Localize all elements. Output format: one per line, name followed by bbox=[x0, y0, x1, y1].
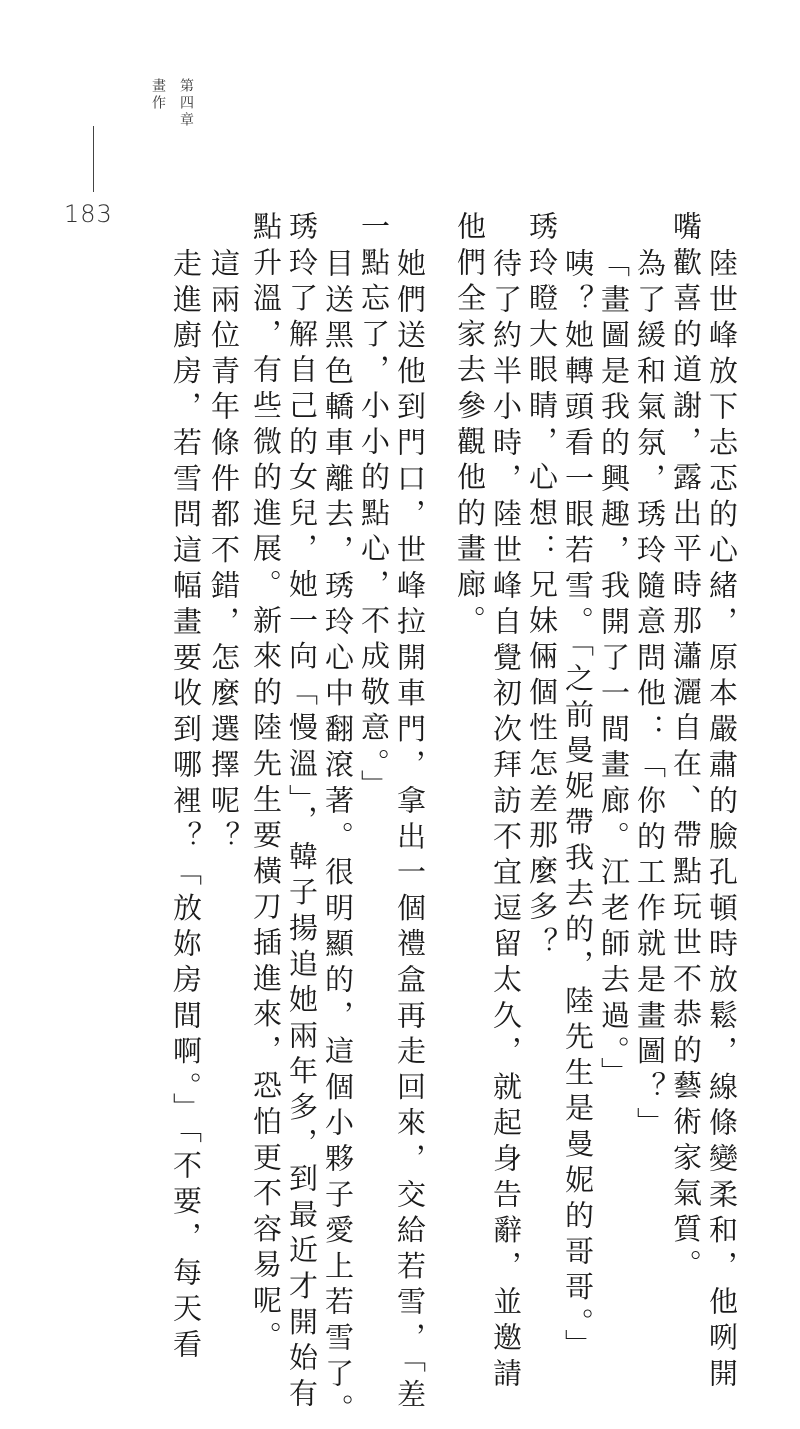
text-column-8: 他們全家去參觀他的畫廊。 bbox=[453, 211, 487, 641]
text-column-9: 她們送他到門口，世峰拉開車門，拿出一個禮盒再走回來，交給若雪，「差 bbox=[393, 248, 427, 1415]
text-column-13: 點升溫，有些微的進展。新來的陸先生要橫刀插進來，恐怕更不容易呢。 bbox=[249, 211, 283, 1357]
text-column-14: 這兩位青年條件都不錯，怎麼選擇呢？ bbox=[207, 248, 241, 857]
text-column-2: 嘴歡喜的道謝，露出平時那瀟灑自在、帶點玩世不恭的藝術家氣質。 bbox=[669, 211, 703, 1285]
text-column-6: 琇玲瞪大眼睛，心想：兄妹倆個性怎差那麼多？ bbox=[525, 211, 559, 963]
text-column-15: 走進廚房，若雪問這幅畫要收到哪裡？「放妳房間啊。」「不要，每天看 bbox=[169, 248, 203, 1365]
running-head bbox=[88, 78, 196, 129]
text-column-7: 待了約半小時，陸世峰自覺初次拜訪不宜逗留太久，就起身告辭，並邀請 bbox=[489, 248, 523, 1394]
text-column-4: 「畫圖是我的興趣，我開了一間畫廊。江老師去過。」 bbox=[597, 248, 631, 1093]
page-number: 183 bbox=[64, 200, 113, 228]
chapter-label: 第四章 bbox=[178, 78, 194, 129]
text-column-1: 陸世峰放下忐忑的心緒，原本嚴肅的臉孔頓時放鬆，線條變柔和，他咧開 bbox=[705, 248, 739, 1394]
header-divider bbox=[93, 126, 94, 192]
text-column-11: 目送黑色轎車離去，琇玲心中翻滾著。很明顯的，這個小夥子愛上若雪了。 bbox=[321, 248, 355, 1429]
text-column-12: 琇玲了解自己的女兒，她一向「慢溫」，韓子揚追她兩年多，到最近才開始有 bbox=[285, 211, 319, 1414]
text-column-3: 為了緩和氣氛，琇玲隨意問他：「你的工作就是畫圖？」 bbox=[633, 248, 667, 1143]
text-column-5: 咦？她轉頭看一眼若雪。「之前曼妮帶我去的，陸先生是曼妮的哥哥。」 bbox=[561, 248, 595, 1365]
text-column-10: 一點忘了，小小的點心，不成敬意。」 bbox=[357, 211, 391, 806]
section-title: 畫作 bbox=[150, 78, 166, 112]
